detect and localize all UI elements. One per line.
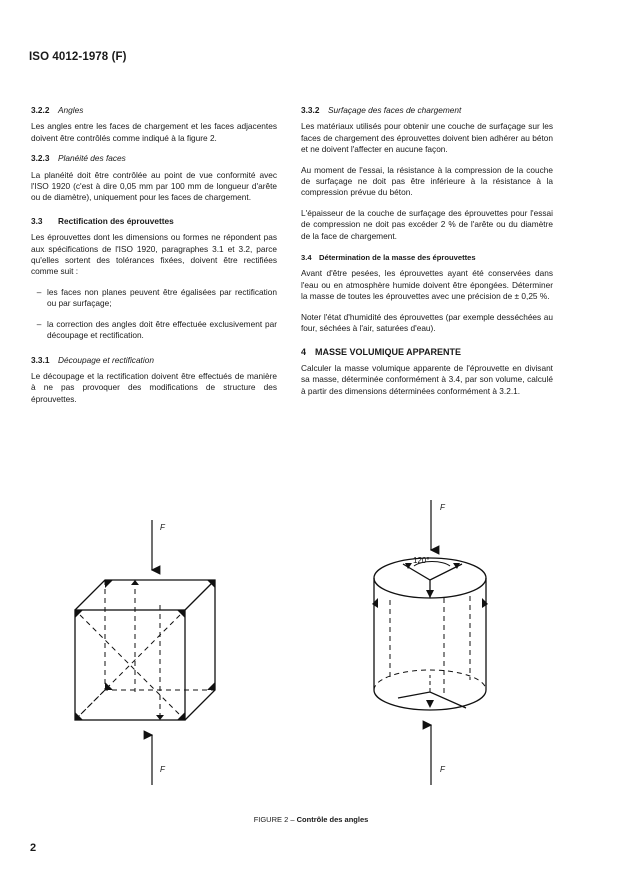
cube-force-top-label: F [160,523,165,532]
figure-caption: FIGURE 2 – Contrôle des angles [253,815,369,824]
section-3-2-2-heading: 3.2.2 Angles [31,105,84,115]
cylinder-force-bottom-label: F [440,765,445,774]
section-3-3-1-heading: 3.3.1 Découpage et rectification [31,354,154,365]
section-3-3-text: Les éprouvettes dont les dimensions ou formes ne répondent pas aux spécifications de l'ISO 1920, paragraphes 3.1 et 3.2, parce qu'elles sortent des tolérances fixées, doivent être rectifiées comme suit : [31,232,277,277]
section-3-4-para-1: Avant d'être pesées, les éprouvettes ayant été conservées dans l'eau ou en atmosphère humide doivent être épongées. Déterminer la masse de toutes les éprouvettes avec une précision de ± 0,25 %. [301,268,553,302]
section-3-2-3-text: La planéité doit être contrôlée au point de vue conformité avec l'ISO 1920 (c'est à dire 0,05 mm par 100 mm de longueur d'arête ou de diamètre), uniquement pour les faces de chargement. [31,169,277,203]
section-3-2-3-heading: 3.2.3 Planéité des faces [31,153,126,164]
section-3-4-heading: 3.4 Détermination de la masse des éprouvettes [301,253,476,263]
section-3-3-2-para-1: Les matériaux utilisés pour obtenir une couche de surfaçage sur les faces de chargement des éprouvettes doivent bien adhérer au béton et ne doivent l'affecter en aucune façon. [301,121,553,155]
cube-drawing [75,580,215,720]
cylinder-force-top-label: F [440,503,445,512]
section-3-3-2-para-2: Au moment de l'essai, la résistance à la compression de la couche de surfaçage ne doit pas être inférieure à la résistance à la compression prévue du béton. [301,164,553,198]
section-4-heading: 4 MASSE VOLUMIQUE APPARENTE [301,346,462,357]
document-header: ISO 4012-1978 (F) [29,51,127,63]
list-item: – la correction des angles doit être effectuée exclusivement par découpage et rectification. [36,318,277,341]
section-3-2-2-text: Les angles entre les faces de chargement et les faces adjacentes doivent être contrôlés comme indiqué à la figure 2. [31,121,277,143]
cylinder-drawing [372,558,488,710]
cylinder-angle-label: 120° [413,556,430,565]
list-item: – les faces non planes peuvent être égalisées par rectification ou par surfaçage; [36,286,277,309]
section-3-3-2-heading: 3.3.2 Surfaçage des faces de chargement [301,105,462,115]
page-number: 2 [30,842,37,854]
section-3-3-heading: 3.3 Rectification des éprouvettes [31,215,174,226]
section-3-3-1-text: Le découpage et la rectification doivent être effectués de manière à ne pas provoquer des modifications de structure des éprouvettes. [31,370,277,404]
cube-force-bottom-label: F [160,765,165,774]
section-3-4-para-2: Noter l'état d'humidité des éprouvettes (par exemple desséchées au four, séchées à l'air, saturées d'eau). [301,311,553,334]
section-3-3-2-para-3: L'épaisseur de la couche de surfaçage des éprouvettes pour l'essai de compression ne doit pas excéder 2 % de l'arête ou du diamètre de la face de chargement. [301,207,553,241]
section-4-text: Calculer la masse volumique apparente de l'éprouvette en divisant sa masse, déterminée conformément à 3.4, par son volume, calculé à partir des dimensions déterminées conformément à 3.2.1. [301,362,553,396]
